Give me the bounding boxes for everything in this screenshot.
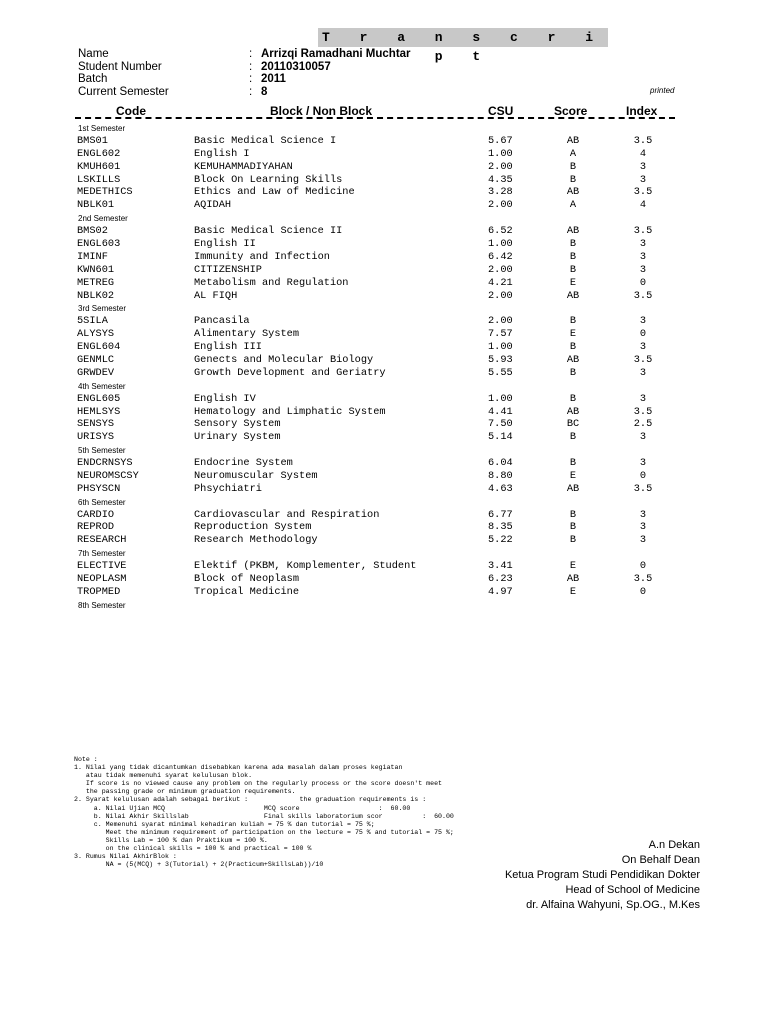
table-row	[0, 509, 768, 522]
course-name: AQIDAH	[194, 199, 232, 212]
course-score: AB	[566, 482, 580, 495]
document-title: T r a n s c r i p t	[318, 28, 608, 47]
course-name: Basic Medical Science I	[194, 134, 337, 147]
course-name: English IV	[194, 392, 256, 405]
course-score: AB	[566, 572, 580, 585]
course-score: B	[569, 508, 577, 521]
course-csu: 2.00	[488, 289, 513, 302]
course-code: PHSYSCN	[77, 482, 121, 495]
course-score: E	[569, 276, 577, 289]
info-student-number: Student Number : 20110310057	[78, 60, 331, 73]
course-code: BMS02	[77, 225, 108, 238]
course-index: 4	[639, 199, 647, 212]
signature-line: Head of School of Medicine	[565, 884, 700, 896]
course-name: Sensory System	[194, 418, 281, 431]
course-score: B	[569, 315, 577, 328]
course-code: KWN601	[77, 263, 115, 276]
student-number: 20110310057	[261, 60, 331, 73]
course-score: B	[569, 534, 577, 547]
grades-table	[0, 122, 768, 612]
info-name: Name : Arrizqi Ramadhani Muchtar	[78, 48, 411, 60]
course-code: NEUROMSCSY	[77, 469, 139, 482]
semester-heading: 1st Semester	[78, 124, 126, 133]
table-header	[0, 104, 768, 118]
course-index: 2.5	[633, 418, 653, 431]
course-name: Pancasila	[194, 315, 250, 328]
course-csu: 3.41	[488, 560, 513, 573]
course-index: 3.5	[633, 225, 653, 238]
course-name: Ethics and Law of Medicine	[194, 186, 355, 199]
table-row	[0, 470, 768, 483]
course-csu: 2.00	[488, 199, 513, 212]
course-csu: 5.93	[488, 353, 513, 366]
table-row	[0, 457, 768, 470]
course-index: 3.5	[633, 572, 653, 585]
course-score: E	[569, 469, 577, 482]
course-code: IMINF	[77, 250, 108, 263]
course-score: B	[569, 263, 577, 276]
semester-heading: 7th Semester	[78, 549, 126, 559]
current-semester: 8	[261, 86, 268, 99]
course-name: English I	[194, 147, 250, 160]
course-code: GRWDEV	[77, 366, 115, 379]
course-score: B	[569, 366, 577, 379]
course-index: 3	[639, 341, 647, 354]
course-code: ALYSYS	[77, 328, 115, 341]
course-csu: 5.14	[488, 431, 513, 444]
course-csu: 4.63	[488, 482, 513, 495]
semester-heading: 4th Semester	[78, 381, 126, 391]
course-name: Urinary System	[194, 431, 281, 444]
course-csu: 7.57	[488, 328, 513, 341]
course-name: English II	[194, 237, 256, 250]
course-code: KMUH601	[77, 160, 121, 173]
course-score: B	[569, 521, 577, 534]
course-code: RESEARCH	[77, 534, 127, 547]
course-name: Cardiovascular and Respiration	[194, 508, 380, 521]
course-name: Block On Learning Skills	[194, 173, 343, 186]
course-index: 3	[639, 237, 647, 250]
course-name: Endocrine System	[194, 457, 293, 470]
course-name: English III	[194, 341, 262, 354]
table-row	[0, 238, 768, 251]
course-score: E	[569, 560, 577, 573]
header-index: Index	[626, 104, 658, 118]
course-code: ENGL604	[77, 341, 121, 354]
table-row	[0, 521, 768, 534]
course-name: AL FIQH	[194, 289, 238, 302]
course-name: KEMUHAMMADIYAHAN	[194, 160, 293, 173]
header-score: Score	[554, 104, 588, 118]
semester-heading: 3rd Semester	[78, 304, 127, 314]
table-row	[0, 573, 768, 586]
course-index: 0	[639, 276, 647, 289]
course-name: Alimentary System	[194, 328, 300, 341]
course-name: Immunity and Infection	[194, 250, 330, 263]
semester-heading: 2nd Semester	[78, 214, 128, 224]
table-row	[0, 277, 768, 290]
course-name: Elektif (PKBM, Komplementer, Student	[194, 560, 417, 573]
course-csu: 4.35	[488, 173, 513, 186]
course-index: 3	[639, 160, 647, 173]
info-current-semester: Current Semester : 8	[78, 86, 268, 99]
table-row	[0, 534, 768, 547]
signature-line: dr. Alfaina Wahyuni, Sp.OG., M.Kes	[526, 899, 700, 911]
student-info	[78, 48, 678, 99]
info-batch: Batch : 2011	[78, 73, 286, 86]
printed-label: printed	[650, 86, 675, 95]
semester-heading: 8th Semester	[78, 600, 126, 610]
course-score: B	[569, 392, 577, 405]
table-row	[0, 354, 768, 367]
table-row	[0, 393, 768, 406]
course-score: AB	[566, 186, 580, 199]
course-score: AB	[566, 405, 580, 418]
course-csu: 6.52	[488, 225, 513, 238]
course-score: B	[569, 457, 577, 470]
table-row	[0, 315, 768, 328]
course-index: 4	[639, 147, 647, 160]
table-row	[0, 251, 768, 264]
course-index: 0	[639, 560, 647, 573]
table-row	[0, 560, 768, 573]
header-csu: CSU	[488, 104, 514, 118]
course-name: Neuromuscular System	[194, 469, 318, 482]
course-code: URISYS	[77, 431, 115, 444]
course-score: A	[569, 147, 577, 160]
signature-line: A.n Dekan	[648, 839, 700, 851]
course-code: ENGL602	[77, 147, 121, 160]
course-code: NBLK02	[77, 289, 115, 302]
signature-block	[505, 838, 700, 913]
course-index: 3	[639, 263, 647, 276]
course-code: NBLK01	[77, 199, 115, 212]
course-name: Reproduction System	[194, 521, 312, 534]
course-code: MEDETHICS	[77, 186, 133, 199]
course-index: 3.5	[633, 186, 653, 199]
header-block: Block / Non Block	[270, 104, 373, 118]
course-code: ENGL605	[77, 392, 121, 405]
course-index: 3.5	[633, 405, 653, 418]
course-csu: 1.00	[488, 392, 513, 405]
course-index: 3.5	[633, 134, 653, 147]
semester-heading: 5th Semester	[78, 446, 126, 456]
course-csu: 6.77	[488, 508, 513, 521]
course-code: ENGL603	[77, 237, 121, 250]
course-csu: 2.00	[488, 263, 513, 276]
course-code: LSKILLS	[77, 173, 121, 186]
course-csu: 4.21	[488, 276, 513, 289]
course-csu: 2.00	[488, 160, 513, 173]
signature-line: Ketua Program Studi Pendidikan Dokter	[504, 869, 700, 881]
semester-heading: 6th Semester	[78, 497, 126, 507]
course-index: 0	[639, 469, 647, 482]
course-score: E	[569, 585, 577, 598]
course-csu: 2.00	[488, 315, 513, 328]
table-row	[0, 290, 768, 303]
table-row	[0, 148, 768, 161]
course-code: CARDIO	[77, 508, 115, 521]
course-score: AB	[566, 134, 580, 147]
table-row	[0, 186, 768, 199]
course-index: 3	[639, 392, 647, 405]
course-name: Phsychiatri	[194, 482, 262, 495]
course-index: 3	[639, 366, 647, 379]
course-index: 3	[639, 315, 647, 328]
course-csu: 5.67	[488, 134, 513, 147]
course-index: 3.5	[633, 289, 653, 302]
course-code: METREG	[77, 276, 115, 289]
course-name: Growth Development and Geriatry	[194, 366, 386, 379]
signature-line: On Behalf Dean	[621, 854, 700, 866]
course-csu: 5.55	[488, 366, 513, 379]
course-score: AB	[566, 225, 580, 238]
table-row	[0, 586, 768, 599]
course-index: 3.5	[633, 482, 653, 495]
course-code: ELECTIVE	[77, 560, 127, 573]
course-score: B	[569, 160, 577, 173]
course-score: B	[569, 237, 577, 250]
course-index: 0	[639, 328, 647, 341]
course-index: 3	[639, 431, 647, 444]
course-csu: 3.28	[488, 186, 513, 199]
course-score: B	[569, 431, 577, 444]
course-score: E	[569, 328, 577, 341]
course-name: Tropical Medicine	[194, 585, 300, 598]
course-csu: 1.00	[488, 147, 513, 160]
course-index: 3	[639, 173, 647, 186]
course-csu: 5.22	[488, 534, 513, 547]
course-csu: 6.42	[488, 250, 513, 263]
batch: 2011	[261, 73, 286, 86]
course-code: BMS01	[77, 134, 108, 147]
course-csu: 1.00	[488, 237, 513, 250]
course-code: ENDCRNSYS	[77, 457, 133, 470]
course-csu: 8.35	[488, 521, 513, 534]
course-code: GENMLC	[77, 353, 115, 366]
course-name: Genects and Molecular Biology	[194, 353, 374, 366]
header-divider	[75, 117, 675, 119]
course-index: 3.5	[633, 353, 653, 366]
course-code: SENSYS	[77, 418, 115, 431]
course-score: B	[569, 341, 577, 354]
table-row	[0, 431, 768, 444]
course-index: 3	[639, 250, 647, 263]
course-score: A	[569, 199, 577, 212]
course-score: AB	[566, 289, 580, 302]
course-name: Hematology and Limphatic System	[194, 405, 386, 418]
course-name: CITIZENSHIP	[194, 263, 262, 276]
course-name: Research Methodology	[194, 534, 318, 547]
course-code: NEOPLASM	[77, 572, 127, 585]
notes: Note : 1. Nilai yang tidak dicantumkan disebabkan karena ada masalah dalam proses kegiatan atau tidak memenuhi syarat kelulusan blok. If score is no viewed cause any problem on the regularly process or the score doesn't meet the passing grade or minimum graduation requirements. 2. Syarat kelulusan adalah sebagai berikut : the graduation requirements is : a. Nilai Ujian MCQ MCQ score : 60.00 b. Nilai Akhir Skillslab Final skills laboratorium scor : 60.00 c. Memenuhi syarat minimal kehadiran kuliah = 75 % dan tutorial = 75 %; Meet the minimum requirement of participation on the lecture = 75 % and tutorial = 75 %; Skills Lab = 100 % dan Praktikum = 100 %. on the clinical skills = 100 % and practical = 100 % 3. Rumus Nilai AkhirBlok : NA = (5(MCQ) + 3(Tutorial) + 2(Practicum+SkillsLab))/10	[74, 756, 454, 869]
course-csu: 6.04	[488, 457, 513, 470]
table-row	[0, 367, 768, 380]
course-code: REPROD	[77, 521, 115, 534]
course-csu: 7.50	[488, 418, 513, 431]
table-row	[0, 225, 768, 238]
course-score: B	[569, 173, 577, 186]
course-csu: 6.23	[488, 572, 513, 585]
course-code: 5SILA	[77, 315, 108, 328]
course-code: HEMLSYS	[77, 405, 121, 418]
course-name: Metabolism and Regulation	[194, 276, 349, 289]
course-name: Basic Medical Science II	[194, 225, 343, 238]
table-row	[0, 199, 768, 212]
table-row	[0, 341, 768, 354]
course-score: BC	[566, 418, 580, 431]
table-row	[0, 135, 768, 148]
course-index: 3	[639, 508, 647, 521]
course-score: B	[569, 250, 577, 263]
table-row	[0, 328, 768, 341]
course-index: 3	[639, 534, 647, 547]
course-index: 0	[639, 585, 647, 598]
table-row	[0, 483, 768, 496]
course-csu: 8.80	[488, 469, 513, 482]
course-code: TROPMED	[77, 585, 121, 598]
course-index: 3	[639, 521, 647, 534]
table-row	[0, 418, 768, 431]
course-csu: 4.97	[488, 585, 513, 598]
table-row	[0, 174, 768, 187]
header-code: Code	[116, 104, 146, 118]
course-index: 3	[639, 457, 647, 470]
course-csu: 4.41	[488, 405, 513, 418]
table-row	[0, 406, 768, 419]
course-score: AB	[566, 353, 580, 366]
table-row	[0, 264, 768, 277]
course-csu: 1.00	[488, 341, 513, 354]
student-name: Arrizqi Ramadhani Muchtar	[261, 48, 411, 60]
table-row	[0, 161, 768, 174]
course-name: Block of Neoplasm	[194, 572, 300, 585]
